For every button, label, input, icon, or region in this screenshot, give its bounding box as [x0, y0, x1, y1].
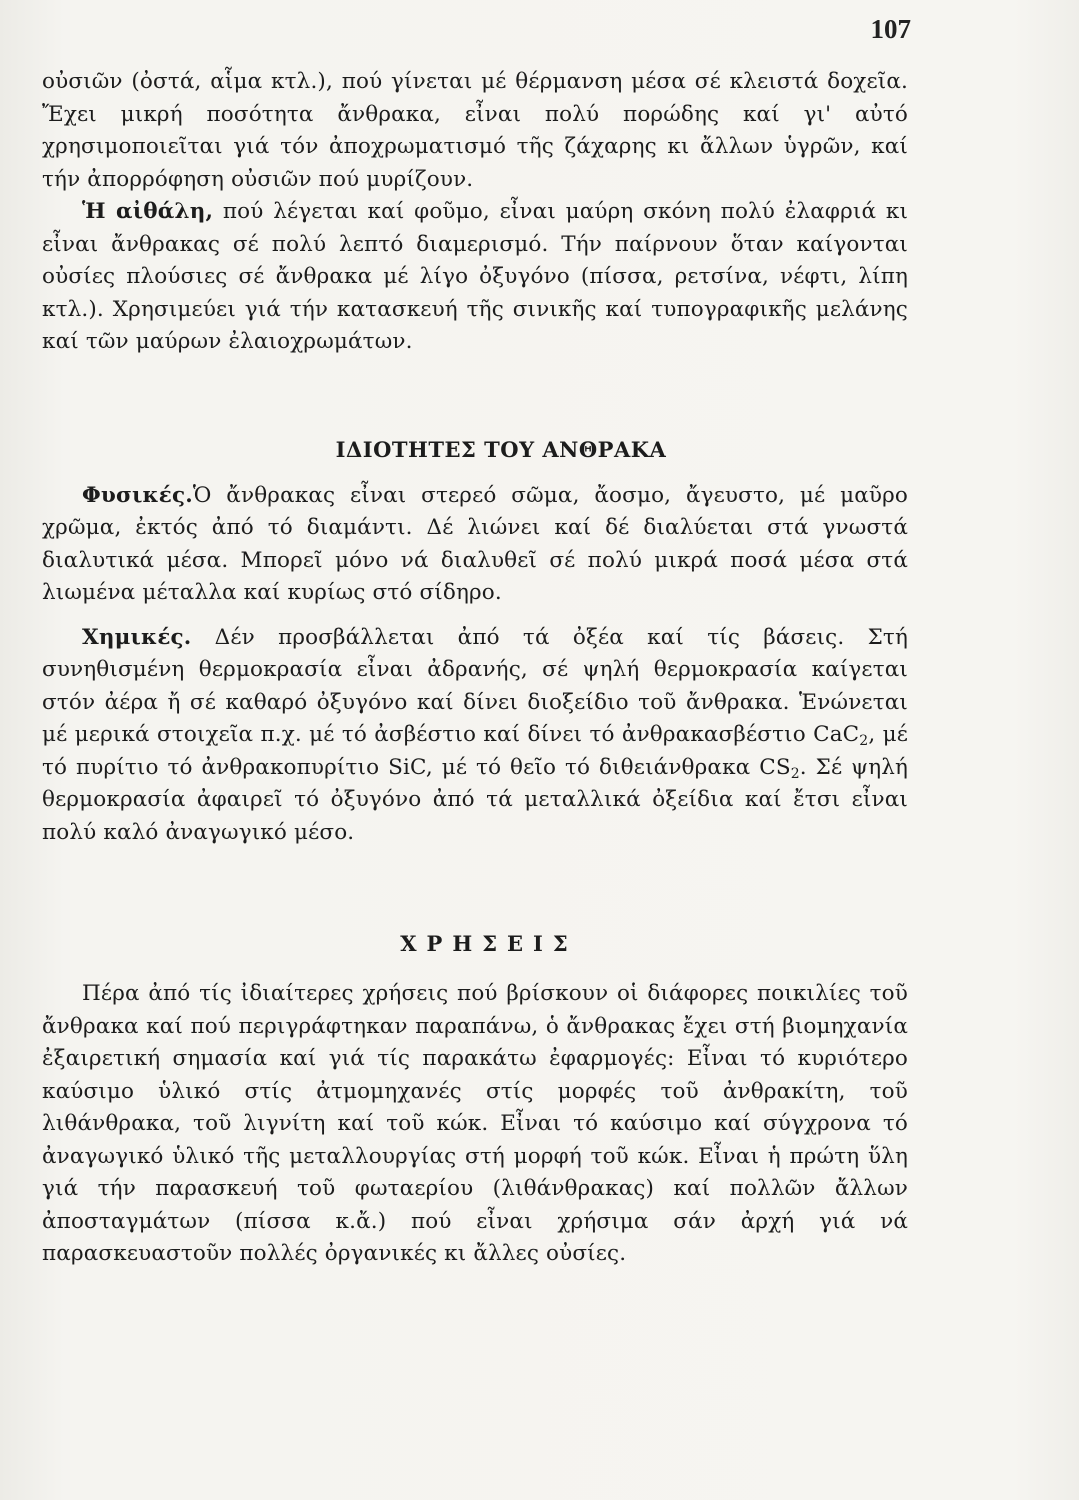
term-physical: Φυσικές. — [82, 482, 193, 508]
formula-cs-subscript: 2 — [790, 765, 800, 782]
paragraph-soot — [42, 196, 908, 359]
paragraph-chemical-properties — [42, 622, 908, 850]
term-soot: Ἡ αἰθάλη, — [82, 199, 214, 224]
formula-cs: CS — [759, 754, 791, 780]
chemical-text-d: . Σέ ψηλή θερμοκρασία ἀφαιρεῖ τό ὀξυγόνο ἀπό τά μεταλλικά ὀξείδια καί ἔτσι εἶναι πολύ καλό ἀναγωγικό μέσο. — [42, 754, 909, 845]
chemical-text-a: Δέν προσβάλλεται ἀπό τά ὀξέα καί τίς βάσεις. Στή συνηθισμένη θερμοκρασία εἶναι ἀδρανής, σέ ψηλή θερμοκρασία καίγεται στόν ἀέρα ἤ σέ καθαρό ὀξυγόνο καί δίνει διοξείδιο τοῦ ἄνθρακα. Ἑνώνεται μέ μερικά στοιχεῖα π.χ. μέ τό ἀσβέστιο καί δίνει τό ἀνθρακασβέστιο — [42, 624, 909, 747]
paragraph-bone-charcoal: οὐσιῶν (ὀστά, αἷμα κτλ.), πού γίνεται μέ θέρμανση μέσα σέ κλειστά δοχεῖα. Ἔχει μικρή ποσότητα ἄνθρακα, εἶναι πολύ πορώδης καί γι' αὐτό χρησιμοποιεῖται γιά τόν ἀποχρωματισμό τῆς ζάχαρης κι ἄλλων ὑγρῶν, καί τήν ἀπορρόφηση οὐσιῶν πού μυρίζουν. — [42, 69, 908, 192]
soot-text: πού λέγεται καί φοῦμο, εἶναι μαύρη σκόνη πολύ ἐλαφριά κι εἶναι ἄνθρακας σέ πολύ λεπτό διαμερισμό. Τήν παίρνουν ὅταν καίγονται οὐσίες πλούσιες σέ ἄνθρακα μέ λίγο ὀξυγόνο (πίσσα, ρετσίνα, νέφτι, λίπη κτλ.). Χρησιμεύει γιά τήν κατασκευή τῆς σινικῆς καί τυπογραφικῆς μελάνης καί τῶν μαύρων ἐλαιοχρωμάτων. — [42, 199, 909, 354]
chemical-text-b: , μέ τό πυρίτιο τό ἀνθρακοπυρίτιο — [42, 722, 908, 780]
page-number: 107 — [870, 14, 911, 44]
paragraph-physical-properties — [42, 480, 908, 610]
section-heading-uses: ΧΡΗΣΕΙΣ — [400, 931, 578, 956]
formula-cac-subscript: 2 — [859, 733, 869, 749]
term-chemical: Χημικές. — [82, 624, 192, 650]
page-content — [42, 66, 908, 1271]
formula-sic: SiC — [388, 754, 426, 780]
paragraph-uses: Πέρα ἀπό τίς ἰδιαίτερες χρήσεις πού βρίσκουν οἱ διάφορες ποικιλίες τοῦ ἄνθρακα καί πού περιγράφτηκαν παραπάνω, ὁ ἄνθρακας ἔχει στή βιομηχανία ἐξαιρετική σημασία καί γιά τίς παρακάτω ἐφαρμογές: Εἶναι τό κυριότερο καύσιμο ὑλικό στίς ἀτμομηχανές στίς μορφές τοῦ ἀνθρακίτη, τοῦ λιθάνθρακα, τοῦ λιγνίτη καί τοῦ κώκ. Εἶναι τό καύσιμο καί σύγχρονα τό ἀναγωγικό ὑλικό τῆς μεταλλουργίας στή μορφή τοῦ κώκ. Εἶναι ἡ πρώτη ὕλη γιά τήν παρασκευή τοῦ φωταερίου (λιθάνθρακας) καί πολλῶν ἄλλων ἀποσταγμάτων (πίσσα κ.ἄ.) πού εἶναι χρήσιμα σάν ἀρχή γιά νά παρασκευαστοῦν πολλές ὀργανικές κι ἄλλες οὐσίες. — [42, 981, 908, 1266]
physical-text: Ὁ ἄνθρακας εἶναι στερεό σῶμα, ἄοσμο, ἄγευστο, μέ μαῦρο χρῶμα, ἐκτός ἀπό τό διαμάντι. Δέ λιώνει καί δέ διαλύεται στά γνωστά διαλυτικά μέσα. Μπορεῖ μόνο νά διαλυθεῖ σέ πολύ μικρά ποσά μέσα στά λιωμένα μέταλλα καί κυρίως στό σίδηρο. — [42, 482, 908, 605]
chemical-text-c: , μέ τό θεῖο τό διθειάνθρακα — [425, 754, 751, 780]
section-heading-properties: ΙΔΙΟΤΗΤΕΣ ΤΟΥ ΑΝΘΡΑΚΑ — [335, 436, 667, 462]
formula-cac: CaC — [813, 722, 860, 747]
